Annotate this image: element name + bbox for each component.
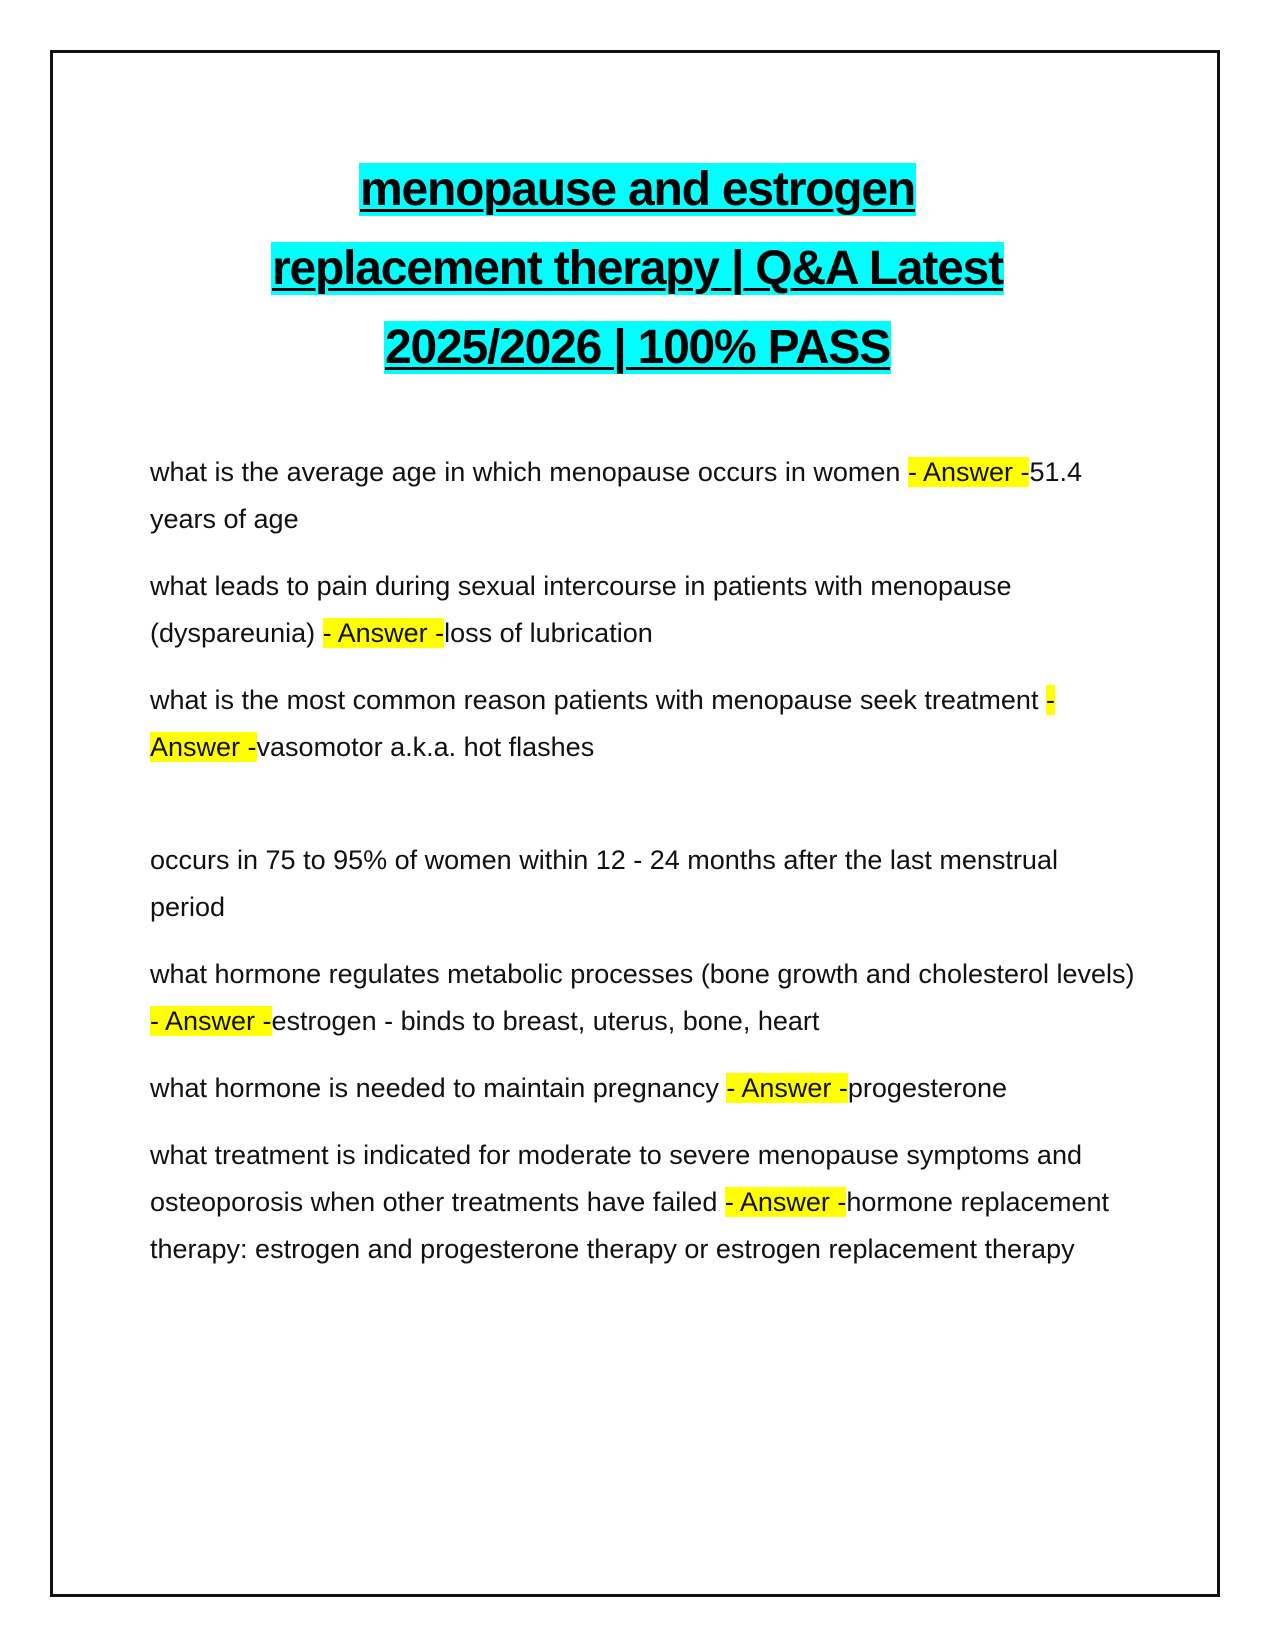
answer-text: estrogen - binds to breast, uterus, bone, heart (271, 1006, 820, 1036)
answer-text: 51.4 years of age (150, 457, 1083, 534)
qa-item-1 (150, 449, 1140, 543)
qa-item-7 (150, 1132, 1140, 1273)
title-line-3 (100, 308, 1175, 387)
answer-marker: - Answer - (724, 1187, 847, 1217)
answer-marker: - Answer - (150, 685, 1055, 762)
answer-marker: - Answer - (150, 1006, 272, 1036)
title-line-1 (100, 150, 1175, 229)
question-text: what hormone is needed to maintain pregnancy (150, 1073, 727, 1103)
title-line-1-text: menopause and estrogen (359, 163, 916, 216)
title-line-3-text: 2025/2026 | 100% PASS (384, 321, 891, 374)
question-text: what treatment is indicated for moderate to severe menopause symptoms and osteoporosis when other treatments have failed (150, 1140, 1082, 1217)
title-line-2-text: replacement therapy | Q&A Latest (272, 242, 1003, 295)
question-text: occurs in 75 to 95% of women within 12 - 24 months after the last menstrual period (150, 845, 1058, 922)
answer-marker: - Answer - (726, 1073, 848, 1103)
qa-list (150, 449, 1140, 1293)
document-title (100, 150, 1175, 387)
question-text: what is the most common reason patients with menopause seek treatment (150, 685, 1046, 715)
answer-text: progesterone (847, 1073, 1008, 1103)
qa-item-4 (150, 837, 1140, 931)
answer-text: vasomotor a.k.a. hot flashes (256, 732, 595, 762)
qa-item-3 (150, 677, 1140, 771)
answer-marker: - Answer - (907, 457, 1030, 487)
answer-text: loss of lubrication (444, 618, 653, 648)
qa-item-5 (150, 951, 1140, 1045)
question-text: what leads to pain during sexual intercourse in patients with menopause (dyspareunia) (150, 571, 1012, 648)
answer-text: hormone replacement therapy: estrogen and progesterone therapy or estrogen replacement therapy (150, 1187, 1110, 1264)
answer-marker: - Answer - (322, 618, 445, 648)
qa-item-6 (150, 1065, 1140, 1112)
question-text: what hormone regulates metabolic processes (bone growth and cholesterol levels) (150, 959, 1135, 989)
question-text: what is the average age in which menopause occurs in women (150, 457, 908, 487)
qa-item-2 (150, 563, 1140, 657)
title-line-2 (100, 229, 1175, 308)
